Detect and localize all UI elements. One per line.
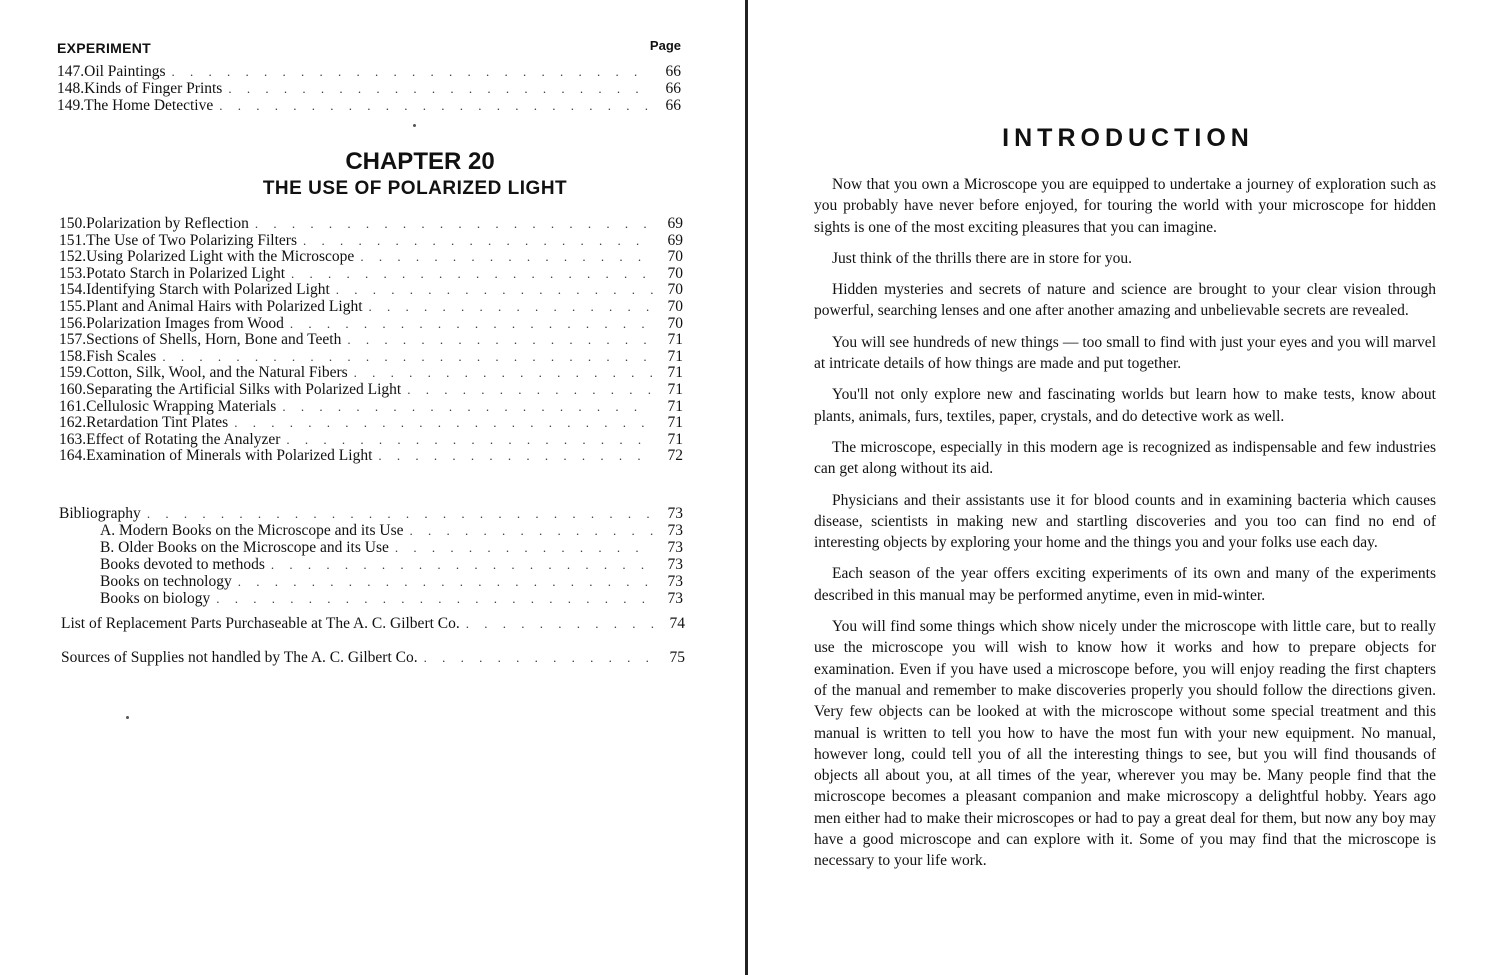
print-speck	[413, 124, 416, 127]
toc-entry-number: 148.	[57, 80, 85, 97]
page-column-label: Page	[649, 38, 681, 53]
leader-dots	[219, 97, 651, 114]
leader-dots	[172, 63, 651, 80]
toc-entry-number: 163.	[59, 430, 87, 448]
leader-dots	[395, 539, 653, 556]
introduction-paragraph: Physicians and their assistants use it for blood counts and in examining bacteria which causes disease, scientists in making new and startling discoveries and you too can find no end of interesting objects by exploring your home and the things you and your folks use each day.	[814, 491, 1436, 552]
bibliography-subentry	[100, 590, 683, 607]
toc-entry-title: Books on technology	[100, 573, 232, 590]
toc-entry-page: 72	[667, 447, 683, 465]
toc-entry-number: 160.	[59, 381, 87, 398]
toc-entry-title: Cotton, Silk, Wool, and the Natural Fibers	[86, 364, 348, 382]
toc-entry-page: 73	[667, 556, 683, 573]
leader-dots	[234, 414, 653, 431]
toc-entry-title: A. Modern Books on the Microscope and its Use	[100, 522, 404, 539]
leader-dots	[216, 590, 653, 607]
toc-entry-page: 74	[669, 615, 685, 632]
toc-entry-title: Separating the Artificial Silks with Polarized Light	[86, 381, 402, 398]
toc-entry-title: Polarization Images from Wood	[86, 314, 284, 332]
toc-entry	[59, 215, 683, 232]
leader-dots	[424, 649, 655, 666]
toc-entry	[59, 331, 683, 348]
leader-dots	[360, 248, 653, 265]
bibliography-subentry	[100, 556, 683, 573]
toc-entry-number: 164.	[59, 447, 87, 465]
introduction-paragraph: You will see hundreds of new things — too small to find with just your eyes and you will marvel at intricate details of how things are made and put together.	[814, 333, 1436, 373]
toc-entry-number: 150.	[59, 215, 87, 232]
toc-entry	[59, 447, 683, 464]
toc-entry	[59, 281, 683, 298]
leader-dots	[286, 431, 653, 448]
toc-entry-page: 70	[667, 281, 683, 299]
toc-entry	[59, 398, 683, 415]
leader-dots	[147, 505, 653, 522]
introduction-paragraph: Each season of the year offers exciting experiments of its own and many of the experiments described in this manual may be performed anytime, even in mid-winter.	[814, 565, 1436, 604]
leader-dots	[466, 615, 655, 632]
toc-entry-number: 155.	[59, 298, 87, 315]
toc-entry-title: Polarization by Reflection	[86, 215, 249, 232]
toc-entry-title: Sections of Shells, Horn, Bone and Teeth	[86, 331, 342, 349]
toc-entry-title: Books on biology	[100, 590, 211, 607]
toc-entry-title: The Use of Two Polarizing Filters	[86, 231, 297, 249]
toc-entry-page: 71	[667, 397, 683, 415]
bibliography-entry	[59, 505, 683, 522]
leader-dots	[410, 522, 654, 539]
leader-dots	[271, 556, 653, 573]
toc-entry	[59, 414, 683, 431]
toc-entry-page: 71	[667, 414, 683, 432]
toc-entry-title: Retardation Tint Plates	[86, 414, 229, 432]
toc-entry-number: 151.	[59, 231, 87, 249]
toc-entry-page: 70	[667, 298, 683, 315]
toc-entry-title: Bibliography	[59, 505, 141, 522]
toc-entry-page: 71	[667, 331, 683, 349]
toc-entry-page: 71	[667, 347, 683, 365]
bibliography-subentry	[100, 522, 683, 539]
toc-entry-number: 159.	[59, 364, 87, 382]
leader-dots	[282, 398, 653, 415]
left-page-contents	[0, 0, 745, 975]
toc-entry-title: Kinds of Finger Prints	[84, 80, 223, 97]
introduction-title: INTRODUCTION	[1002, 124, 1254, 152]
toc-entry	[59, 232, 683, 249]
toc-entry	[57, 97, 681, 114]
toc-entry	[57, 63, 681, 80]
toc-entry-title: Fish Scales	[86, 347, 157, 365]
toc-entry-page: 71	[667, 364, 683, 382]
toc-entry-number: 161.	[59, 397, 87, 415]
print-speck	[126, 716, 129, 719]
toc-entry-page: 66	[665, 80, 681, 97]
toc-entry	[61, 615, 685, 632]
introduction-paragraph: You'll not only explore new and fascinating worlds but learn how to make tests, know about plants, animals, furs, textiles, paper, crystals, and do detective work as well.	[814, 386, 1436, 425]
toc-entry-page: 75	[669, 649, 685, 666]
toc-entry-title: Sources of Supplies not handled by The A. C. Gilbert Co.	[61, 649, 418, 666]
bibliography-subentry	[100, 573, 683, 590]
toc-entry-title: The Home Detective	[84, 97, 214, 114]
toc-entry	[59, 298, 683, 315]
toc-entry-page: 70	[667, 314, 683, 332]
toc-entry-page: 73	[667, 590, 683, 607]
chapter-number: CHAPTER 20	[345, 148, 495, 175]
leader-dots	[291, 265, 653, 282]
toc-entry-title: Plant and Animal Hairs with Polarized Light	[86, 298, 363, 315]
toc-entry	[59, 364, 683, 381]
toc-entry-page: 73	[667, 522, 683, 539]
toc-entry-page: 73	[667, 573, 683, 590]
introduction-paragraph: The microscope, especially in this modern age is recognized as indispensable and few industries can get along without its aid.	[814, 438, 1436, 478]
toc-entry-title: Examination of Minerals with Polarized Light	[86, 447, 373, 465]
introduction-paragraph: Just think of the thrills there are in store for you.	[832, 249, 1133, 267]
toc-entry-number: 152.	[59, 248, 87, 266]
leader-dots	[378, 447, 653, 464]
toc-entry-title: Identifying Starch with Polarized Light	[86, 281, 330, 299]
book-gutter	[745, 0, 748, 975]
toc-entry-title: Oil Paintings	[84, 63, 166, 80]
experiment-column-label: EXPERIMENT	[57, 40, 152, 56]
toc-entry-page: 66	[665, 63, 681, 80]
toc-entry-title: Effect of Rotating the Analyzer	[86, 430, 281, 448]
toc-entry-title: List of Replacement Parts Purchaseable at The A. C. Gilbert Co.	[61, 615, 460, 632]
toc-entry-page: 73	[667, 539, 683, 556]
introduction-paragraph: Hidden mysteries and secrets of nature and science are brought to your clear vision through powerful, searching lenses and one after another amazing and unbelievable secrets are revealed.	[814, 281, 1436, 320]
toc-entry-number: 147.	[57, 63, 85, 80]
toc-entry-number: 158.	[59, 347, 87, 365]
leader-dots	[369, 298, 654, 315]
toc-entry	[59, 348, 683, 365]
toc-entry-page: 69	[667, 231, 683, 249]
toc-entry-number: 149.	[57, 97, 85, 114]
toc-entry-title: Books devoted to methods	[100, 556, 265, 573]
toc-entry-title: Potato Starch in Polarized Light	[86, 264, 286, 282]
toc-entry-page: 70	[667, 264, 683, 282]
toc-entry-page: 66	[665, 97, 681, 114]
toc-entry	[59, 248, 683, 265]
toc-entry-title: Using Polarized Light with the Microscope	[86, 248, 355, 266]
toc-entry	[59, 431, 683, 448]
introduction-paragraph: You will find some things which show nicely under the microscope with little care, but to really use the microscope you will wish to know how it works and how to prepare objects for examination. Even if you have used a microscope before, you will enjoy reading the first chapters of the manual and remember to make discoveries properly you should follow the directions given. Very few objects can be looked at with the microscope without some special treatment and this manual is written to tell you how to have the most fun with your new equipment. No manual, however long, could tell you of all the interesting things to see, but you will find thousands of objects all about you, at all times of the year, wherever you may be. Many people find that the microscope becomes a pleasant companion and make microscopy a delightful hobby. Years ago men either had to make their microscopes or had to pay a great deal for them, but now any boy may have a good microscope and can explore with it. Some of you may find that the microscope is necessary to your life work.	[814, 618, 1436, 870]
introduction-paragraph: Now that you own a Microscope you are equipped to undertake a journey of exploration such as you probably have never before enjoyed, for touring the world with your microscope for hidden sights is one of the most exciting pleasures that you can imagine.	[814, 176, 1436, 236]
leader-dots	[228, 80, 651, 97]
toc-entry-title: B. Older Books on the Microscope and its Use	[100, 539, 389, 556]
toc-entry	[61, 649, 685, 666]
leader-dots	[162, 348, 653, 365]
toc-entry-page: 73	[667, 505, 683, 522]
leader-dots	[354, 364, 653, 381]
leader-dots	[255, 215, 653, 232]
leader-dots	[347, 331, 653, 348]
toc-entry-page: 71	[667, 381, 683, 398]
leader-dots	[303, 232, 653, 249]
toc-entry	[59, 265, 683, 282]
toc-entry-title: Cellulosic Wrapping Materials	[86, 397, 277, 415]
toc-entry-number: 153.	[59, 264, 87, 282]
leader-dots	[407, 381, 653, 398]
toc-entry-number: 157.	[59, 331, 87, 349]
toc-entry-page: 71	[667, 430, 683, 448]
toc-entry-number: 162.	[59, 414, 87, 432]
leader-dots	[336, 281, 653, 298]
toc-entry-page: 69	[667, 215, 683, 232]
leader-dots	[238, 573, 653, 590]
toc-entry	[59, 381, 683, 398]
chapter-title: THE USE OF POLARIZED LIGHT	[262, 178, 568, 199]
toc-entry-page: 70	[667, 248, 683, 266]
introduction-body	[814, 174, 1436, 882]
toc-entry-number: 156.	[59, 314, 87, 332]
leader-dots	[290, 315, 653, 332]
right-page-introduction	[750, 0, 1500, 975]
bibliography-subentry	[100, 539, 683, 556]
toc-entry-number: 154.	[59, 281, 87, 299]
toc-header	[57, 40, 681, 60]
toc-entry	[57, 80, 681, 97]
toc-entry	[59, 315, 683, 332]
